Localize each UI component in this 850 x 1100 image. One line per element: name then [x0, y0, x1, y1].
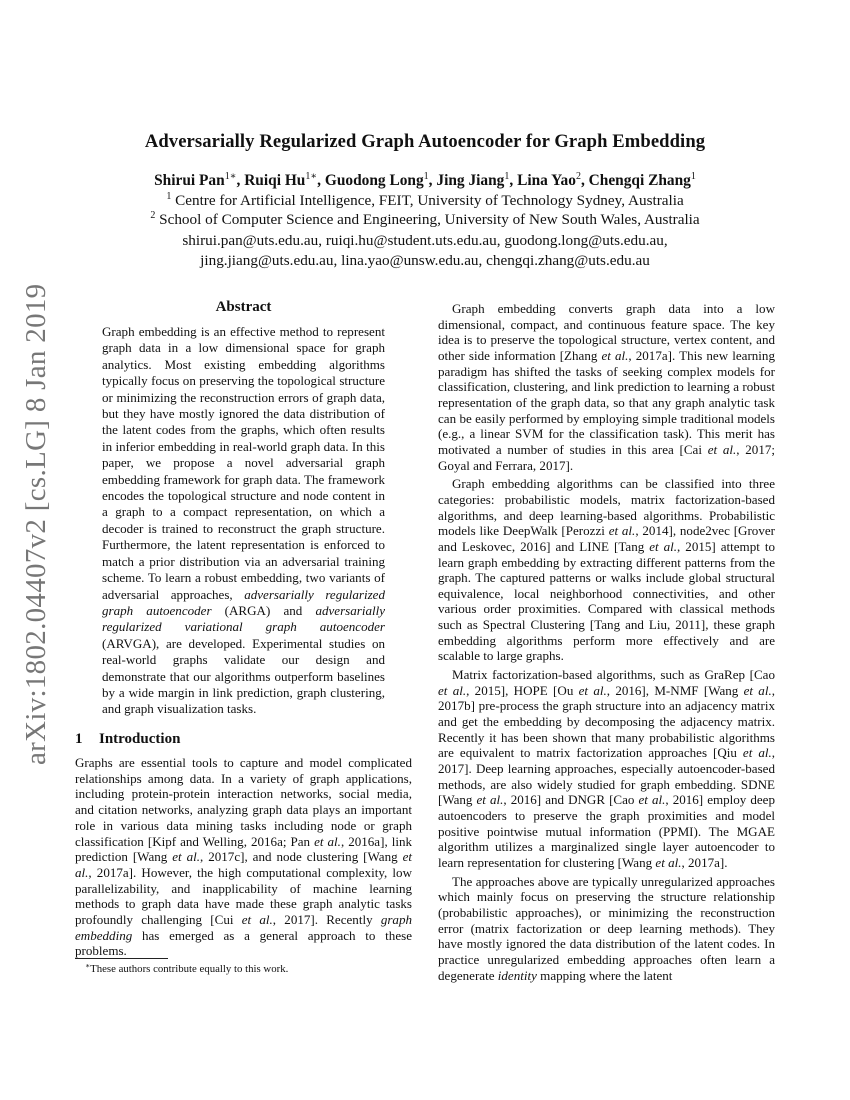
abstract-heading: Abstract	[215, 299, 272, 315]
author-2: Ruiqi $Hu^{1∗}$	[244, 171, 318, 189]
paper-title: Adversarially Regularized Graph Autoencoder for Graph Embedding	[144, 131, 706, 152]
email-line-2: jing.jiang@uts.edu.au, lina.yao@unsw.edu.au, chengqi.zhang@uts.edu.au	[200, 252, 650, 269]
author-1: Shirui Pan$^{1∗}$	[154, 171, 237, 189]
author-list: Shirui Pan$^{1∗}$, Ruiqi $Hu^{1∗}$, Guodong Long$^1$, Jing Jiang$^1$, Lina Yao$^2$, Chengqi Zhang$^1$	[154, 171, 696, 189]
paragraph-graph-embedding: Graph embedding converts graph data into a low dimensional, compact, and continuous feature space. The key idea is to preserve the topological structure, vertex content, and other side information [Zhang et al., 2017a]. This new learning paradigm has shifted the tasks of seeking complex models for classification, clustering, and link prediction to learning a robust representation of the graph data, so that any graph analytic task can be easily performed by employing simple traditional models (e.g., a linear SVM for the classification task). This merit has motivated a number of studies in this area [Cai et al., 2017; Goyal and Ferrara, 2017].	[438, 301, 775, 473]
author-5: Lina Yao$^2$	[517, 171, 581, 189]
paragraph-matrix-factorization: Matrix factorization-based algorithms, such as GraRep [Cao et al., 2015], HOPE [Ou et al., 2016], M-NMF [Wang et al., 2017b] pre-process the graph structure into an adjacency matrix and get the embedding by decomposing the adjacency matrix. Recently it has been shown that many probabilistic algorithms are equivalent to matrix factorization approaches [Qiu et al., 2017]. Deep learning approaches, especially autoencoder-based methods, are also widely studied for graph embedding. SDNE [Wang et al., 2016] and DNGR [Cao et al., 2016] employ deep autoencoders to preserve the graph proximities and model positive pointwise mutual information (PPMI). The MGAE algorithm utilizes a marginalized single layer autoencoder to learn representation for clustering [Wang et al., 2017a].	[438, 667, 776, 870]
abstract-text: Graph embedding is an effective method to represent graph data in a low dimensional space for graph analytics. Most existing embedding algorithms typically focus on preserving the topological structure or minimizing the reconstruction errors of graph data, but they have mostly ignored the data distribution of the latent codes from the graphs, which often results in inferior embedding in real-world graph data. In this paper, we propose a novel adversarial graph embedding framework for graph data. The framework encodes the topological structure and node content in a graph to a compact representation, on which a decoder is trained to reconstruct the graph structure. Furthermore, the latent representation is enforced to match a prior distribution via an adversarial training scheme. To learn a robust embedding, two variants of adversarial approaches, adversarially regularized graph autoencoder (ARGA) and adversarially regularized variational graph autoencoder (ARVGA), are developed. Experimental studies on real-world graphs validate our design and demonstrate that our algorithms outperform baselines by a wide margin in link prediction, graph clustering, and graph visualization tasks.	[102, 324, 386, 717]
author-3: Guodong Long$^1$	[324, 171, 429, 189]
introduction-paragraph: Graphs are essential tools to capture and model complicated relationships among data. In a variety of graph applications, including protein-protein interaction networks, social media, and citation networks, analyzing graph data plays an important role in various data mining tasks including node or graph classification [Kipf and Welling, 2016a; Pan et al., 2016a], link prediction [Wang et al., 2017c], and node clustering [Wang et al., 2017a]. However, the high computational complexity, low parallelizability, and inapplicability of machine learning methods to graph data have made these graph analytic tasks profoundly challenging [Cui et al., 2017]. Recently graph embedding has emerged as a general approach to these problems.	[75, 755, 413, 959]
email-line-1: shirui.pan@uts.edu.au, ruiqi.hu@student.uts.edu.au, guodong.long@uts.edu.au,	[182, 232, 668, 249]
paragraph-algorithm-categories: Graph embedding algorithms can be classified into three categories: probabilistic models, matrix factorization-based algorithms, and deep learning-based algorithms. Probabilistic models like DeepWalk [Perozzi et al., 2014], node2vec [Grover and Leskovec, 2016] and LINE [Tang et al., 2015] attempt to learn graph embedding by extracting different patterns from the graph. The captured patterns or walks include global structural equivalence, local neighborhood connectivities, and other various order proximities. Compared with classical methods such as Spectral Clustering [Tang and Liu, 2011], these graph embedding algorithms perform more effectively and are scalable to large graphs.	[438, 476, 775, 664]
author-4: Jing Jiang$^1$	[436, 171, 510, 189]
affiliation-1: $^1$ Centre for Artificial Intelligence, FEIT, University of Technology Sydney, Australia	[166, 191, 684, 209]
footnote-rule	[75, 958, 168, 959]
affiliation-2: $^2$ School of Computer Science and Engineering, University of New South Wales, Australia	[150, 210, 700, 228]
author-6: Chengqi Zhang$^1$	[588, 171, 696, 189]
section-heading-introduction: 1 Introduction	[75, 731, 181, 747]
footnote: ∗These authors contribute equally to this work.	[85, 961, 289, 975]
arxiv-stamp-text: arXiv:1802.04407v2 [cs.LG] 8 Jan 2019	[20, 283, 52, 765]
arxiv-stamp	[14, 283, 54, 765]
paragraph-unregularized-approaches: The approaches above are typically unregularized approaches which mainly focus on preserving the structure relationship (probabilistic approaches), or minimizing the reconstruction error (matrix factorization or deep learning methods). They have mostly ignored the data distribution of the latent codes. In practice unregularized embedding approaches often learn a degenerate identity mapping where the latent	[438, 873, 775, 983]
right-column	[438, 301, 775, 983]
